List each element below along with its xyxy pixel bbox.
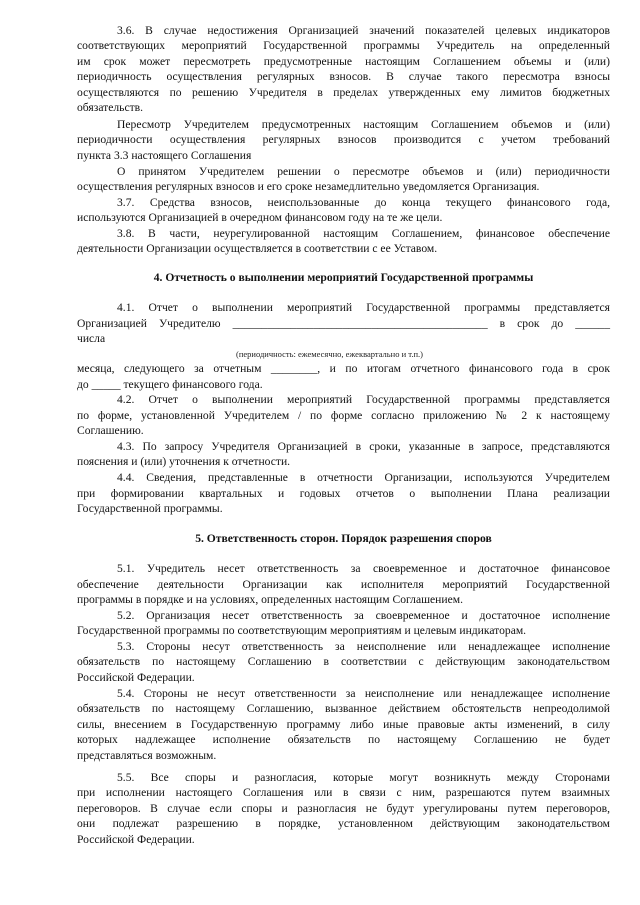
- paragraph-4-4-line: 4.4. Сведения, представленные в отчетности Организации, используются Учредителем: [117, 471, 610, 484]
- paragraph-4-1-line: до _____ текущего финансового года.: [77, 378, 263, 391]
- paragraph-4-3-line: 4.3. По запросу Учредителя Организацией в сроки, указанные в запросе, представляются: [117, 440, 610, 453]
- paragraph-4-4-line: при формировании квартальных и годовых отчетов о выполнении Плана реализации: [77, 487, 610, 500]
- paragraph-4-2-line: 4.2. Отчет о выполнении мероприятий Государственной программы представляется: [117, 393, 610, 406]
- paragraph-5-4-line: обязательств по настоящему Соглашению, вызванное действием обстоятельств непреодолимой: [77, 702, 610, 715]
- paragraph-5-1-line: обеспечение деятельности Организации как исполнителя мероприятий Государственной: [77, 578, 610, 591]
- paragraph-5-4-line: представляться возможным.: [77, 749, 217, 762]
- paragraph-5-5-line: при исполнении настоящего Соглашения или в связи с ним, разрешаются путем взаимных: [77, 786, 610, 799]
- paragraph-4-1-line: Организацией Учредителю ____________________________________________ в срок до ______: [77, 317, 610, 330]
- paragraph-3-6-line: соответствующих мероприятий Государственной программы Учредитель на определенный: [77, 39, 610, 52]
- paragraph-3-7-line: 3.7. Средства взносов, неиспользованные до конца текущего финансового года,: [117, 196, 610, 209]
- paragraph-3-6-revision-line: пункта 3.3 настоящего Соглашения: [77, 149, 252, 162]
- paragraph-3-6-revision-line: периодичности осуществления регулярных взносов производится с учетом требований: [77, 133, 610, 146]
- paragraph-3-6-line: 3.6. В случае недостижения Организацией значений показателей целевых индикаторов: [117, 24, 610, 37]
- paragraph-3-6-line: обязательств.: [77, 101, 144, 114]
- paragraph-4-2-line: Соглашению.: [77, 424, 144, 437]
- paragraph-4-3-line: пояснения и (или) уточнения к отчетности.: [77, 455, 291, 468]
- paragraph-5-5-line: 5.5. Все споры и разногласия, которые могут возникнуть между Сторонами: [117, 771, 610, 784]
- paragraph-3-6-line: осуществляются по решению Учредителя в пределах утвержденных ему лимитов бюджетных: [77, 86, 610, 99]
- paragraph-4-1-line: месяца, следующего за отчетным ________, и по итогам отчетного финансового года в срок: [77, 362, 610, 375]
- paragraph-5-1-line: программы в порядке и на условиях, определенных настоящим Соглашением.: [77, 593, 463, 606]
- paragraph-3-8-line: деятельности Организации осуществляется в соответствии с ее Уставом.: [77, 242, 438, 255]
- paragraph-5-1-line: 5.1. Учредитель несет ответственность за своевременное и достаточное финансовое: [117, 562, 610, 575]
- paragraph-3-6-line: им срок может пересмотреть предусмотренные настоящим Соглашением объемы и (или): [77, 55, 610, 68]
- paragraph-5-2-line: Государственной программы по соответствующим мероприятиям и целевым индикаторам.: [77, 624, 527, 637]
- paragraph-5-4-line: 5.4. Стороны не несут ответственности за неисполнение или ненадлежащее исполнение: [117, 687, 610, 700]
- paragraph-4-1-line: 4.1. Отчет о выполнении мероприятий Государственной программы представляется: [117, 301, 610, 314]
- paragraph-3-8-line: 3.8. В части, неурегулированной настоящим Соглашением, финансовое обеспечение: [117, 227, 610, 240]
- paragraph-4-4-line: Государственной программы.: [77, 502, 223, 515]
- paragraph-5-5-line: они подлежат разрешению в порядке, установленном действующим законодательством: [77, 817, 610, 830]
- paragraph-4-1-line: числа: [77, 332, 106, 345]
- paragraph-5-3-line: обязательств по настоящему Соглашению в соответствии с действующим законодательством: [77, 655, 610, 668]
- paragraph-5-5-line: Российской Федерации.: [77, 833, 195, 846]
- paragraph-3-6-line: периодичность осуществления регулярных взносов. В случае такого пересмотра взносы: [77, 70, 610, 83]
- section-4-heading: 4. Отчетность о выполнении мероприятий Государственной программы: [153, 271, 534, 284]
- paragraph-3-6-notice-line: О принятом Учредителем решении о пересмотре объемов и (или) периодичности: [117, 165, 610, 178]
- paragraph-5-3-line: 5.3. Стороны несут ответственность за неисполнение или ненадлежащее исполнение: [117, 640, 610, 653]
- section-5-heading: 5. Ответственность сторон. Порядок разрешения споров: [195, 532, 492, 545]
- paragraph-3-6-revision-line: Пересмотр Учредителем предусмотренных настоящим Соглашением объемов и (или): [117, 118, 610, 131]
- paragraph-5-4-line: которых надлежащее исполнение обязательств по настоящему Соглашению не будет: [77, 733, 610, 746]
- paragraph-5-4-line: силы, внесением в Государственную программу либо иные правовые акты изменений, в силу: [77, 718, 610, 731]
- paragraph-5-2-line: 5.2. Организация несет ответственность за своевременное и достаточное исполнение: [117, 609, 610, 622]
- periodicity-caption: (периодичность: ежемесячно, ежеквартально и т.п.): [236, 349, 423, 359]
- paragraph-5-3-line: Российской Федерации.: [77, 671, 195, 684]
- paragraph-5-5-line: переговоров. В случае если споры и разногласия не будут урегулированы путем переговоров,: [77, 802, 610, 815]
- paragraph-3-7-line: используются Организацией в очередном финансовом году на те же цели.: [77, 211, 443, 224]
- paragraph-3-6-notice-line: осуществления регулярных взносов и его сроке незамедлительно уведомляется Организация.: [77, 180, 540, 193]
- paragraph-4-2-line: по форме, установленной Учредителем / по форме согласно приложению № 2 к настоящему: [77, 409, 610, 422]
